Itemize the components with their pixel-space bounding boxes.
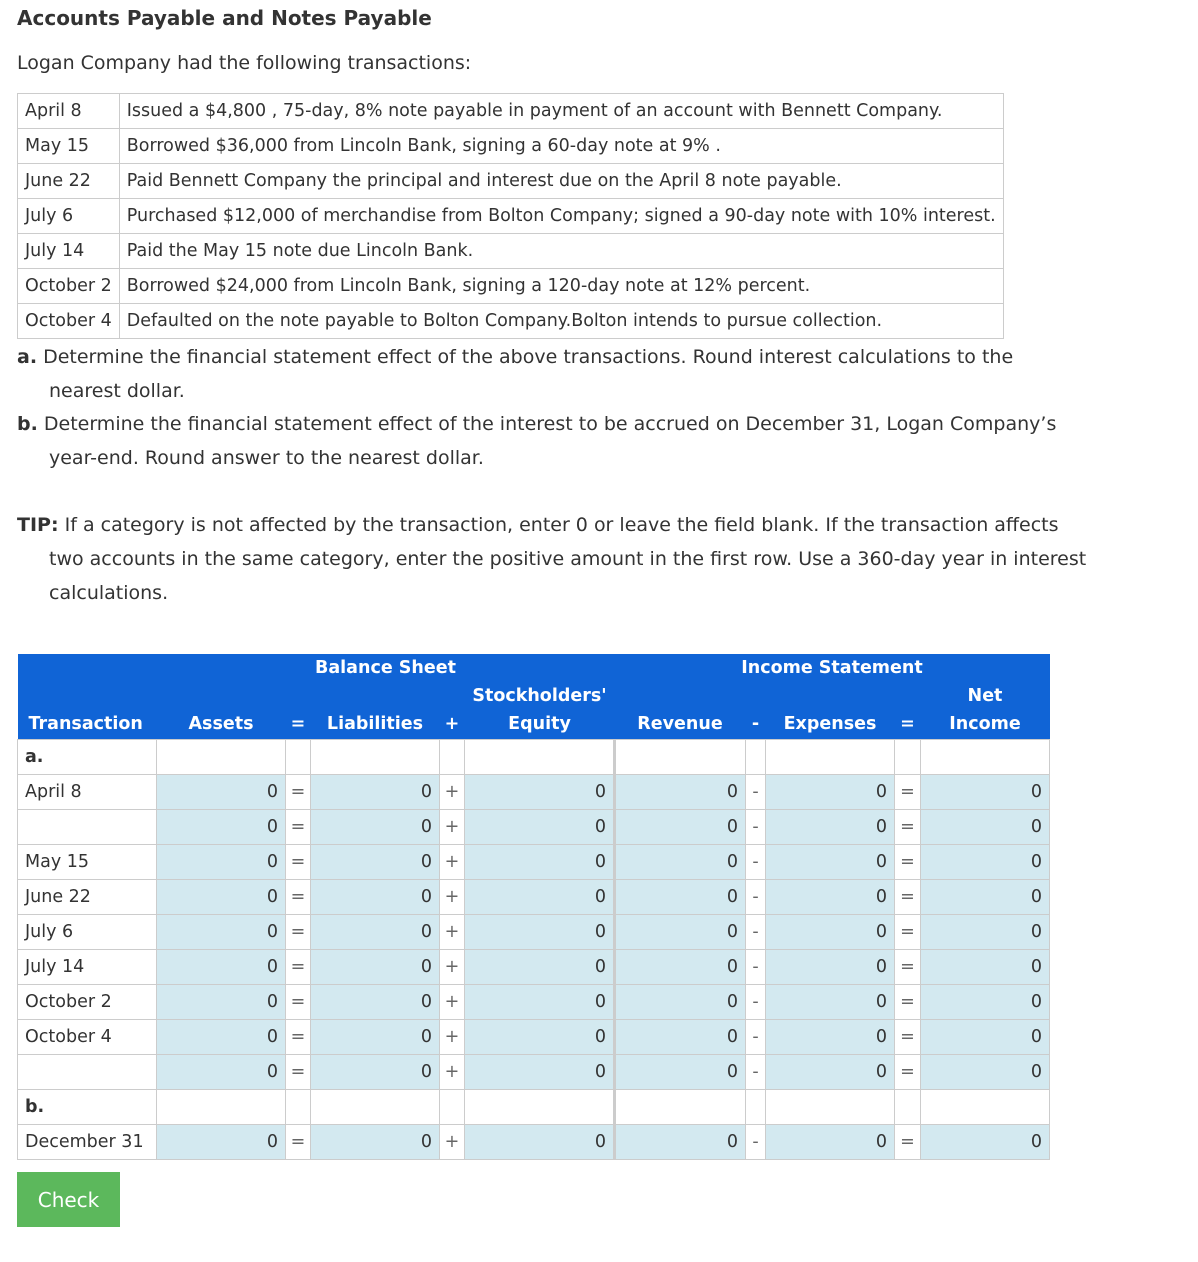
operator: =: [286, 879, 311, 914]
operator: =: [286, 809, 311, 844]
transaction-description: Borrowed $24,000 from Lincoln Bank, signing a 120-day note at 12% percent.: [119, 269, 1003, 304]
operator: -: [746, 1124, 766, 1159]
transaction-row: [18, 94, 1004, 129]
assets-input[interactable]: 0: [157, 879, 286, 914]
row-label: July 6: [18, 914, 157, 949]
equity-input[interactable]: 0: [465, 1054, 615, 1089]
net-income-input[interactable]: 0: [921, 949, 1050, 984]
operator: -: [746, 1054, 766, 1089]
assets-input[interactable]: 0: [157, 1124, 286, 1159]
assets-input[interactable]: 0: [157, 844, 286, 879]
row-label: October 2: [18, 984, 157, 1019]
effect-row: [18, 984, 1050, 1019]
transaction-description: Defaulted on the note payable to Bolton Company.Bolton intends to pursue collection.: [119, 304, 1003, 339]
equity-input[interactable]: 0: [465, 1019, 615, 1054]
operator: =: [286, 844, 311, 879]
operator: =: [286, 1019, 311, 1054]
transaction-date: October 4: [18, 304, 120, 339]
net-income-input[interactable]: 0: [921, 1124, 1050, 1159]
expenses-input[interactable]: 0: [766, 1019, 895, 1054]
expenses-input[interactable]: 0: [766, 1054, 895, 1089]
transaction-row: [18, 164, 1004, 199]
expenses-input[interactable]: 0: [766, 984, 895, 1019]
income-statement-header: Income Statement: [615, 654, 1050, 682]
operator: =: [895, 1124, 921, 1159]
liabilities-input[interactable]: 0: [311, 844, 440, 879]
row-label: December 31: [18, 1124, 157, 1159]
operator: =: [895, 1019, 921, 1054]
transaction-description: Paid the May 15 note due Lincoln Bank.: [119, 234, 1003, 269]
transactions-table: [17, 93, 1004, 339]
revenue-input[interactable]: 0: [615, 984, 746, 1019]
effect-row: [18, 844, 1050, 879]
expenses-input[interactable]: 0: [766, 879, 895, 914]
assets-input[interactable]: 0: [157, 1019, 286, 1054]
row-label: June 22: [18, 879, 157, 914]
operator: =: [895, 949, 921, 984]
operator: +: [440, 984, 465, 1019]
operator: =: [286, 1054, 311, 1089]
operator: -: [746, 809, 766, 844]
operator: +: [440, 1124, 465, 1159]
question-a: a. Determine the financial statement effect of the above transactions. Round interest calculations to the nearest dollar.: [17, 346, 1014, 402]
assets-input[interactable]: 0: [157, 809, 286, 844]
net-income-input[interactable]: 0: [921, 984, 1050, 1019]
operator: =: [895, 844, 921, 879]
operator: =: [286, 949, 311, 984]
transaction-date: July 6: [18, 199, 120, 234]
revenue-input[interactable]: 0: [615, 1054, 746, 1089]
transaction-row: [18, 129, 1004, 164]
transaction-description: Paid Bennett Company the principal and interest due on the April 8 note payable.: [119, 164, 1003, 199]
equity-input[interactable]: 0: [465, 949, 615, 984]
expenses-input[interactable]: 0: [766, 844, 895, 879]
revenue-input[interactable]: 0: [615, 844, 746, 879]
effect-row: [18, 809, 1050, 844]
liabilities-input[interactable]: 0: [311, 774, 440, 809]
operator: -: [746, 914, 766, 949]
expenses-input[interactable]: 0: [766, 774, 895, 809]
operator: +: [440, 1019, 465, 1054]
equity-input[interactable]: 0: [465, 984, 615, 1019]
assets-input[interactable]: 0: [157, 774, 286, 809]
operator: +: [440, 809, 465, 844]
expenses-input[interactable]: 0: [766, 1124, 895, 1159]
transaction-date: October 2: [18, 269, 120, 304]
operator: =: [895, 1054, 921, 1089]
effect-row: [18, 1019, 1050, 1054]
assets-input[interactable]: 0: [157, 984, 286, 1019]
equity-input[interactable]: 0: [465, 844, 615, 879]
page-title: Accounts Payable and Notes Payable: [17, 6, 432, 30]
net-income-input[interactable]: 0: [921, 914, 1050, 949]
equity-input[interactable]: 0: [465, 1124, 615, 1159]
assets-input[interactable]: 0: [157, 914, 286, 949]
section-row: a.: [18, 739, 1050, 774]
liabilities-input[interactable]: 0: [311, 1054, 440, 1089]
operator: +: [440, 774, 465, 809]
operator: =: [895, 914, 921, 949]
check-button[interactable]: Check: [17, 1172, 120, 1227]
transaction-row: [18, 304, 1004, 339]
revenue-input[interactable]: 0: [615, 1124, 746, 1159]
transaction-row: [18, 269, 1004, 304]
operator: =: [895, 809, 921, 844]
revenue-input[interactable]: 0: [615, 809, 746, 844]
net-income-input[interactable]: 0: [921, 879, 1050, 914]
operator: -: [746, 844, 766, 879]
equity-input[interactable]: 0: [465, 879, 615, 914]
revenue-input[interactable]: 0: [615, 914, 746, 949]
expenses-input[interactable]: 0: [766, 949, 895, 984]
operator: +: [440, 949, 465, 984]
row-label: April 8: [18, 774, 157, 809]
row-label: October 4: [18, 1019, 157, 1054]
operator: -: [746, 949, 766, 984]
operator: =: [286, 774, 311, 809]
effect-row: [18, 774, 1050, 809]
equity-input[interactable]: 0: [465, 774, 615, 809]
liabilities-input[interactable]: 0: [311, 984, 440, 1019]
operator: =: [895, 879, 921, 914]
net-income-input[interactable]: 0: [921, 844, 1050, 879]
operator: =: [895, 984, 921, 1019]
assets-input[interactable]: 0: [157, 949, 286, 984]
net-income-input[interactable]: 0: [921, 1054, 1050, 1089]
liabilities-input[interactable]: 0: [311, 949, 440, 984]
expenses-input[interactable]: 0: [766, 914, 895, 949]
row-label: [18, 1054, 157, 1089]
effect-row: [18, 914, 1050, 949]
effect-row: [18, 1124, 1050, 1159]
effects-grid: Balance Sheet Income Statement Stockholders' Net Transaction Assets = Liabilities + Equity Revenue - Expenses = Income a. April 8 0 = 0 + 0 0 - 0 = 0 0 = 0 + 0 0 - 0 = 0 May 15 0 = 0 + 0 0 - 0 = 0 June 22 0 = 0 + 0 0 - 0 = 0 July 6 0 = 0 + 0 0 - 0 = 0 July 14 0 = 0 + 0 0 - 0 = 0 October 2 0 = 0 + 0 0 - 0 = 0 October 4 0 = 0 + 0 0 - 0 = 0 0 = 0 + 0 0 - 0 = 0 b. December 31 0 = 0 + 0 0 - 0 = 0: [17, 654, 1050, 1160]
revenue-input[interactable]: 0: [615, 774, 746, 809]
transaction-description: Issued a $4,800 , 75-day, 8% note payable in payment of an account with Bennett Company.: [119, 94, 1003, 129]
transaction-row: [18, 234, 1004, 269]
assets-input[interactable]: 0: [157, 1054, 286, 1089]
question-b: b. Determine the financial statement effect of the interest to be accrued on December 31, Logan Company’s year-end. Round answer to the nearest dollar.: [17, 413, 1057, 469]
operator: =: [286, 984, 311, 1019]
transaction-date: July 14: [18, 234, 120, 269]
effect-row: [18, 879, 1050, 914]
liabilities-input[interactable]: 0: [311, 1124, 440, 1159]
tip: TIP: If a category is not affected by the transaction, enter 0 or leave the field blank. If the transaction affects two accounts in the same category, enter the positive amount in the first row. Use a 360-day year in interest calculations.: [17, 514, 1087, 604]
transaction-description: Borrowed $36,000 from Lincoln Bank, signing a 60-day note at 9% .: [119, 129, 1003, 164]
net-income-input[interactable]: 0: [921, 774, 1050, 809]
expenses-input[interactable]: 0: [766, 809, 895, 844]
equity-input[interactable]: 0: [465, 809, 615, 844]
equity-input[interactable]: 0: [465, 914, 615, 949]
transaction-date: May 15: [18, 129, 120, 164]
intro-text: Logan Company had the following transactions:: [17, 52, 472, 74]
revenue-input[interactable]: 0: [615, 1019, 746, 1054]
operator: -: [746, 984, 766, 1019]
effect-row: [18, 1054, 1050, 1089]
revenue-input[interactable]: 0: [615, 879, 746, 914]
operator: +: [440, 879, 465, 914]
operator: +: [440, 844, 465, 879]
operator: -: [746, 774, 766, 809]
operator: =: [286, 1124, 311, 1159]
liabilities-input[interactable]: 0: [311, 879, 440, 914]
section-row: b.: [18, 1089, 1050, 1124]
effect-row: [18, 949, 1050, 984]
row-label: [18, 809, 157, 844]
transaction-date: April 8: [18, 94, 120, 129]
liabilities-input[interactable]: 0: [311, 809, 440, 844]
transaction-description: Purchased $12,000 of merchandise from Bolton Company; signed a 90-day note with 10% interest.: [119, 199, 1003, 234]
transaction-row: [18, 199, 1004, 234]
balance-sheet-header: Balance Sheet: [157, 654, 615, 682]
operator: =: [286, 914, 311, 949]
net-income-input[interactable]: 0: [921, 809, 1050, 844]
transaction-date: June 22: [18, 164, 120, 199]
operator: +: [440, 914, 465, 949]
liabilities-input[interactable]: 0: [311, 1019, 440, 1054]
operator: -: [746, 879, 766, 914]
row-label: May 15: [18, 844, 157, 879]
operator: -: [746, 1019, 766, 1054]
net-income-input[interactable]: 0: [921, 1019, 1050, 1054]
liabilities-input[interactable]: 0: [311, 914, 440, 949]
revenue-input[interactable]: 0: [615, 949, 746, 984]
row-label: July 14: [18, 949, 157, 984]
operator: +: [440, 1054, 465, 1089]
operator: =: [895, 774, 921, 809]
